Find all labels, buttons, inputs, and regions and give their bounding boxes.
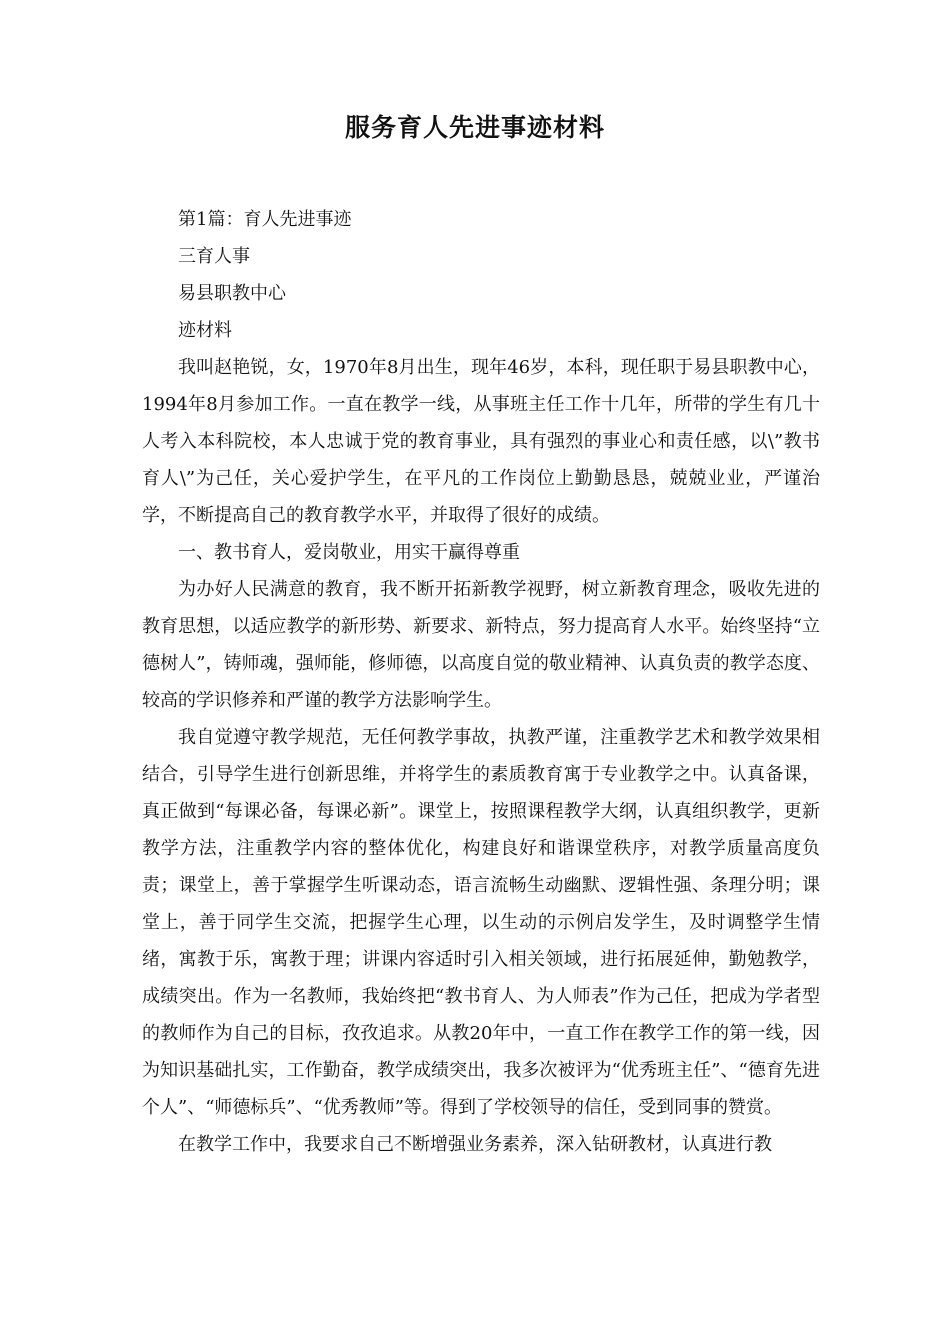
paragraph-subtitle-1: 三育人事: [178, 246, 250, 267]
document-title: 服务育人先进事迹材料: [344, 113, 605, 142]
document-body: [142, 201, 820, 1163]
paragraph-introduction: 我叫赵艳锐，女，1970年8月出生，现年46岁，本科，现任职于易县职教中心，1994年8月参加工作。一直在教学一线，从事班主任工作十几年，所带的学生有几十人考入本科院校，本人忠诚于党的教育事业，具有强烈的事业心和责任感，以\”教书育人\”为己任，关心爱护学生，在平凡的工作岗位上勤勤恳恳，兢兢业业，严谨治学，不断提高自己的教育教学水平，并取得了很好的成绩。: [142, 357, 820, 526]
paragraph-body: 在教学工作中，我要求自己不断增强业务素养，深入钻研教材，认真进行教: [178, 1134, 772, 1155]
paragraph-body: 为办好人民满意的教育，我不断开拓新教学视野，树立新教育理念，吸收先进的教育思想，以适应教学的新形势、新要求、新特点，努力提高育人水平。始终坚持“立德树人”，铸师魂，强师能，修师德，以高度自觉的敬业精神、认真负责的教学态度、较高的学识修养和严谨的教学方法影响学生。: [142, 579, 820, 711]
paragraph-heading-one: 一、教书育人，爱岗敬业，用实干赢得尊重: [178, 542, 520, 563]
paragraph-section-heading: 第1篇：育人先进事迹: [178, 209, 352, 230]
paragraph-subtitle-3: 迹材料: [178, 320, 232, 341]
paragraph-subtitle-2: 易县职教中心: [178, 283, 286, 304]
paragraph-body: 我自觉遵守教学规范，无任何教学事故，执教严谨，注重教学艺术和教学效果相结合，引导学生进行创新思维，并将学生的素质教育寓于专业教学之中。认真备课，真正做到“每课必备，每课必新”。课堂上，按照课程教学大纲，认真组织教学，更新教学方法，注重教学内容的整体优化，构建良好和谐课堂秩序，对教学质量高度负责；课堂上，善于掌握学生听课动态，语言流畅生动幽默、逻辑性强、条理分明；课堂上，善于同学生交流，把握学生心理，以生动的示例启发学生，及时调整学生情绪，寓教于乐，寓教于理；讲课内容适时引入相关领域，进行拓展延伸，勤勉教学，成绩突出。作为一名教师，我始终把“教书育人、为人师表”作为己任，把成为学者型的教师作为自己的目标，孜孜追求。从教20年中，一直工作在教学工作的第一线，因为知识基础扎实，工作勤奋，教学成绩突出，我多次被评为“优秀班主任”、“德育先进个人”、“师德标兵”、“优秀教师”等。得到了学校领导的信任，受到同事的赞赏。: [142, 727, 820, 1118]
